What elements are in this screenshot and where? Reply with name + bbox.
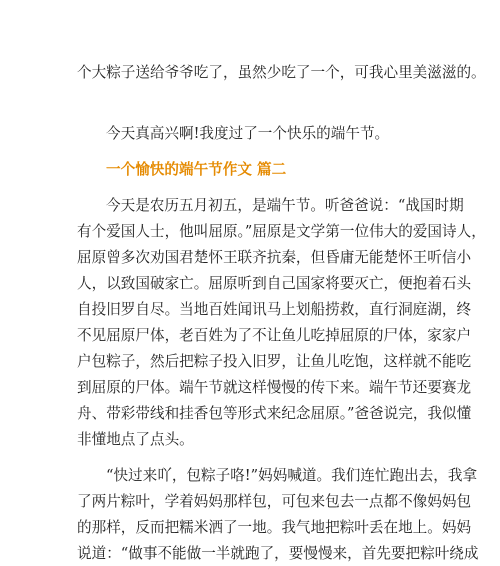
paragraph-line: 的那样，反而把糯米洒了一地。我气地把粽叶丢在地上。妈妈 [77,519,472,536]
paragraph-line: 今天是农历五月初五，是端午节。听爸爸说：“战国时期 [106,197,464,214]
paragraph-line: 户包粽子，然后把粽子投入旧罗，让鱼儿吃饱，这样就不能吃 [77,353,472,370]
paragraph-line: 人，以致国破家亡。屈原听到自己国家将要灭亡，便抱着石头 [77,275,472,292]
conclusion-line: 今天真高兴啊!我度过了一个快乐的端午节。 [106,125,390,142]
paragraph-line: 了两片粽叶，学着妈妈那样包，可包来包去一点都不像妈妈包 [77,493,472,510]
section-title: 一个愉快的端午节作文 篇二 [106,161,287,178]
paragraph-line: 屈原曾多次劝国君楚怀王联齐抗秦，但昏庸无能楚怀王听信小 [77,249,472,266]
paragraph-line: 不见屈原尸体，老百姓为了不让鱼儿吃掉屈原的尸体，家家户 [77,327,472,344]
intro-line: 个大粽子送给爷爷吃了，虽然少吃了一个，可我心里美滋滋的。 [77,64,486,81]
paragraph-line: 非懂地点了点头。 [77,431,194,448]
paragraph-line: 舟、带彩带线和挂香包等形式来纪念屈原。”爸爸说完，我似懂 [77,405,472,422]
paragraph-line: 到屈原的尸体。端午节就这样慢慢的传下来。端午节还要赛龙 [77,379,472,396]
paragraph-line: 自投旧罗自尽。当地百姓闻讯马上划船捞救，直行洞庭湖，终 [77,301,472,318]
paragraph-line: 说道：“做事不能做一半就跑了，要慢慢来，首先要把粽叶绕成 [77,545,479,562]
paragraph-line: 有个爱国人士，他叫屈原。”屈原是文学第一位伟大的爱国诗人， [77,223,486,240]
paragraph-line: “快过来吖，包粽子咯!”妈妈喊道。我们连忙跑出去，我拿 [106,467,478,484]
